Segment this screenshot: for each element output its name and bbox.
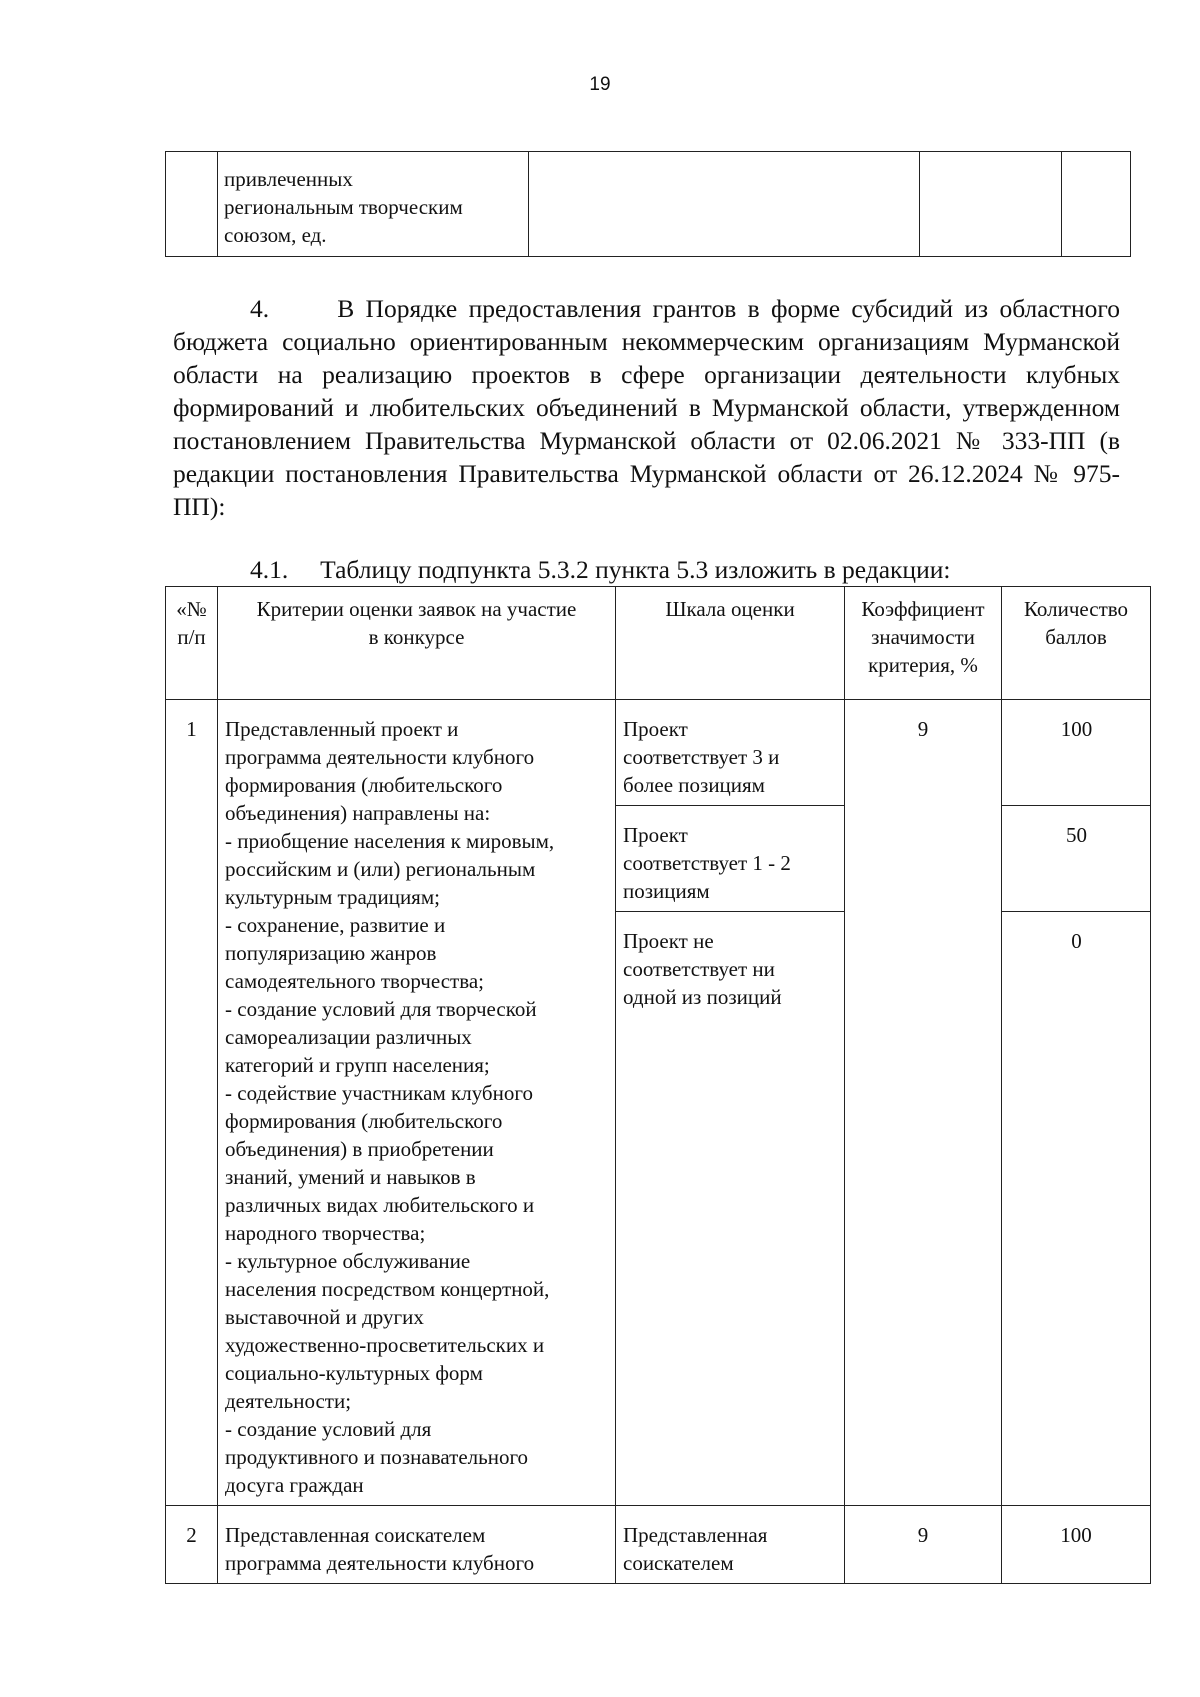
row-number: 2 — [166, 1506, 218, 1584]
scale-option: Проект не соответствует ни одной из позиций — [623, 929, 782, 1009]
points-cell: 100 — [1002, 1506, 1151, 1584]
table-row — [166, 1506, 1151, 1584]
table-cell — [166, 152, 218, 257]
header-cell-number: «№ п/п — [166, 587, 218, 700]
scale-option: Проект соответствует 3 и более позициям — [616, 700, 844, 806]
paragraph-text: Таблицу подпункта 5.3.2 пункта 5.3 изложить в редакции: — [320, 555, 951, 584]
scale-option: Проект соответствует 1 - 2 позициям — [616, 806, 844, 912]
scale-cell — [616, 700, 845, 1506]
row-number: 1 — [166, 700, 218, 1506]
table-row — [166, 700, 1151, 1506]
paragraph-4-1 — [250, 553, 1130, 586]
points-value: 100 — [1002, 700, 1150, 806]
paragraph-number: 4. — [250, 294, 270, 323]
header-cell-points: Количество баллов — [1002, 587, 1151, 700]
coefficient-cell: 9 — [845, 1506, 1002, 1584]
header-cell-scale: Шкала оценки — [616, 587, 845, 700]
paragraph-text: В Порядке предоставления грантов в форме субсидий из областного бюджета социально ориентированным некоммерческим организациям Мурманской области на реализацию проектов в сфере организации деятельности клубных формирований и любительских объединений в Мурманской области, утвержденном постановлением Правительства Мурманской области от 02.06.2021 № 333-ПП (в редакции постановления Правительства Мурманской области от 26.12.2024 № 975-ПП): — [173, 294, 1121, 521]
table-cell: привлеченных региональным творческим союзом, ед. — [218, 152, 529, 257]
table-header-row — [166, 587, 1151, 700]
points-cell — [1002, 700, 1151, 1506]
criteria-table — [165, 586, 1151, 1584]
criteria-cell: Представленная соискателем программа деятельности клубного — [218, 1506, 616, 1584]
header-cell-criteria: Критерии оценки заявок на участие в конкурсе — [218, 587, 616, 700]
scale-cell: Представленная соискателем — [616, 1506, 845, 1584]
paragraph-number: 4.1. — [250, 555, 289, 584]
page-number: 19 — [589, 74, 611, 95]
table-row — [166, 152, 1131, 257]
table-cell — [529, 152, 920, 257]
points-value: 0 — [1071, 929, 1082, 953]
header-cell-coefficient: Коэффициент значимости критерия, % — [845, 587, 1002, 700]
table-cell — [920, 152, 1062, 257]
points-value: 50 — [1002, 806, 1150, 912]
criteria-cell: Представленный проект и программа деятельности клубного формирования (любительского объединения) направлены на: - приобщение населения к мировым, российским и (или) региональным культурным традициям; - сохранение, развитие и популяризацию жанров самодеятельного творчества; - создание условий для творческой самореализации различных категорий и групп населения; - содействие участникам клубного формирования (любительского объединения) в приобретении знаний, умений и навыков в различных видах любительского и народного творчества; - культурное обслуживание населения посредством концертной, выставочной и других художественно-просветительских и социально-культурных форм деятельности; - создание условий для продуктивного и познавательного досуга граждан — [218, 700, 616, 1506]
paragraph-4 — [173, 292, 1120, 523]
table-cell — [1062, 152, 1131, 257]
continued-table — [165, 151, 1131, 257]
coefficient-cell: 9 — [845, 700, 1002, 1506]
